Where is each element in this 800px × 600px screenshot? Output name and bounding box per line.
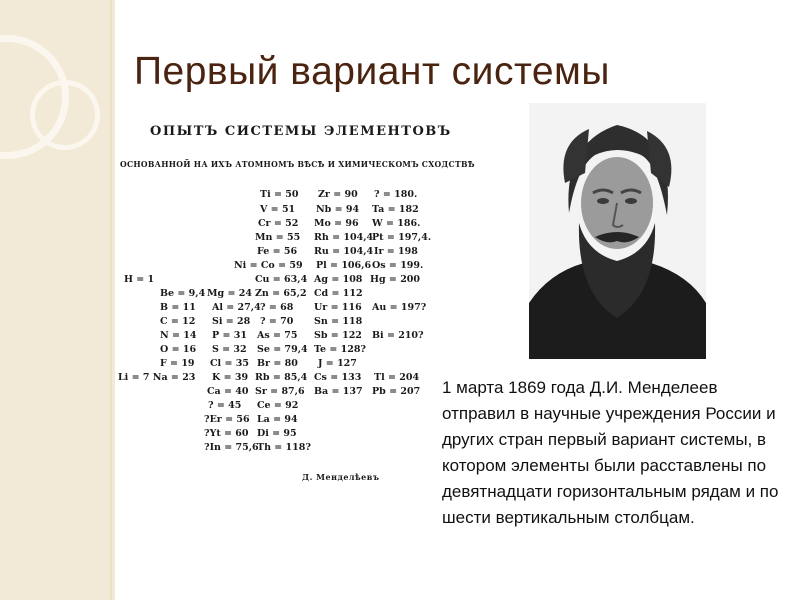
element-cell: Bi = 210? (372, 330, 424, 341)
element-cell: Pl = 106,6 (316, 260, 372, 271)
element-cell: ?Yt = 60 (204, 428, 249, 439)
element-cell: Cd = 112 (314, 288, 363, 299)
slide-caption: 1 марта 1869 года Д.И. Менделеев отправил в научные учреждения России и других стран первый вариант системы, в котором элементы были расставлены по девятнадцати горизонтальным рядам и по шести вертикальным столбцам. (442, 378, 779, 527)
element-cell: Ur = 116 (314, 302, 362, 313)
element-cell: Fe = 56 (257, 246, 298, 257)
element-cell: V = 51 (260, 204, 296, 215)
portrait-photo (529, 103, 706, 359)
element-cell: N = 14 (160, 330, 197, 341)
element-cell: La = 94 (257, 414, 298, 425)
element-cell: ?In = 75,6 (204, 442, 259, 453)
element-cell: Di = 95 (257, 428, 297, 439)
element-cell: Be = 9,4 (160, 288, 206, 299)
element-cell: Rb = 85,4 (255, 372, 308, 383)
element-cell: Cu = 63,4 (255, 274, 308, 285)
element-cell: Rh = 104,4 (314, 232, 374, 243)
element-cell: Ni = Co = 59 (234, 260, 303, 271)
element-cell: O = 16 (160, 344, 197, 355)
element-cell: As = 75 (257, 330, 298, 341)
element-cell: Zn = 65,2 (255, 288, 307, 299)
table-heading: ОПЫТЪ СИСТЕМЫ ЭЛЕМЕНТОВЪ (150, 124, 452, 139)
element-cell: B = 11 (160, 302, 196, 313)
element-cell: Zr = 90 (318, 189, 358, 200)
element-cell: Au = 197? (372, 302, 427, 313)
element-cell: ? = 70 (260, 316, 294, 327)
element-cell: Li = 7 Na = 23 (118, 372, 196, 383)
element-cell: W = 186. (372, 218, 421, 229)
table-signature: Д. Менделѣевъ (302, 472, 380, 482)
element-cell: Pt = 197,4. (372, 232, 432, 243)
element-cell: Nb = 94 (316, 204, 360, 215)
element-cell: Ag = 108 (314, 274, 363, 285)
element-cell: Ba = 137 (314, 386, 363, 397)
element-cell: Si = 28 (212, 316, 251, 327)
element-cell: Cr = 52 (258, 218, 299, 229)
element-cell: Br = 80 (257, 358, 298, 369)
decorative-ring-small (30, 80, 100, 150)
element-cell: Ru = 104,4 (314, 246, 374, 257)
element-cell: Se = 79,4 (257, 344, 308, 355)
element-cell: Sr = 87,6 (255, 386, 305, 397)
element-cell: Tl = 204 (374, 372, 420, 383)
element-cell: Ce = 92 (257, 400, 299, 411)
portrait-photo-icon (529, 103, 706, 359)
element-cell: ? = 68 (260, 302, 294, 313)
element-cell: Mg = 24 (207, 288, 252, 299)
element-cell: Ir = 198 (374, 246, 418, 257)
element-cell: Pb = 207 (372, 386, 421, 397)
element-cell: Sb = 122 (314, 330, 362, 341)
element-cell: H = 1 (124, 274, 155, 285)
element-cell: Os = 199. (372, 260, 424, 271)
element-cell: Ca = 40 (207, 386, 249, 397)
element-cell: ? = 180. (374, 189, 418, 200)
element-cell: J = 127 (318, 358, 357, 369)
element-cell: Te = 128? (314, 344, 366, 355)
periodic-table-image (112, 118, 475, 498)
element-cell: ? = 45 (208, 400, 242, 411)
element-cell: F = 19 (160, 358, 195, 369)
element-cell: Cl = 35 (210, 358, 249, 369)
element-cell: Cs = 133 (314, 372, 362, 383)
element-cell: Ti = 50 (260, 189, 299, 200)
element-cell: Mn = 55 (255, 232, 301, 243)
element-cell: Mo = 96 (314, 218, 359, 229)
element-cell: ?Er = 56 (204, 414, 250, 425)
element-cell: Hg = 200 (370, 274, 421, 285)
element-cell: Sn = 118 (314, 316, 363, 327)
element-cell: Al = 27,4 (212, 302, 261, 313)
element-cell: Ta = 182 (372, 204, 419, 215)
element-cell: K = 39 (212, 372, 249, 383)
element-cell: P = 31 (212, 330, 247, 341)
element-cell: C = 12 (160, 316, 196, 327)
element-cell: S = 32 (212, 344, 247, 355)
element-cell: Th = 118? (257, 442, 311, 453)
table-subheading: ОСНОВАННОЙ НА ИХЪ АТОМНОМЪ ВѢСѢ И ХИМИЧЕСКОМЪ СХОДСТВѢ (120, 159, 475, 169)
slide-title: Первый вариант системы (134, 50, 610, 93)
